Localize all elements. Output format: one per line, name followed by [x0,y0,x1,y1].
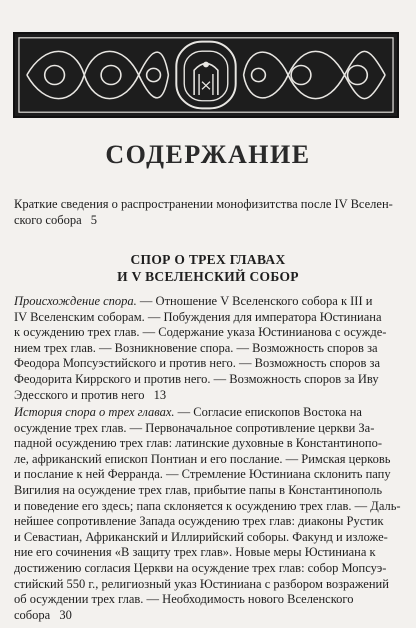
toc-entry-lastline [14,213,404,229]
entry-italic-lead: История спора о трех главах. [14,405,175,419]
toc-entry-line: осуждение трех глав. — Первоначальное сопротивление церкви За- [14,420,375,435]
toc-entry-lastline [14,388,404,404]
entry-italic-lead: Происхождение спора. [14,294,137,308]
toc-entry-line: Феодора Мопсуэстийского и против него. — Возможность споров за [14,356,381,371]
toc-entry-line: Краткие сведения о распространении монофизитства после IV Вселен- [14,197,393,211]
toc-entry-line: достижению согласия Церкви на осуждение трех глав: собор Мопсуэ- [14,560,387,575]
toc-entry-line: стийский 550 г., религиозный указ Юстиниана с разбором возражений [14,576,389,591]
central-medallion-icon [176,42,235,109]
toc-entry-line: ние его сочинения «В защиту трех глав». Новые меры Юстиниана к [14,545,376,560]
section-heading-line: И V ВСЕЛЕНСКИЙ СОБОР [117,269,299,284]
ornamental-header-banner [13,32,399,118]
toc-entry-line: падной осуждению трех глав: латинские духовные в Константинопо- [14,436,383,451]
toc-entry-line: и поведение его здесь; папа склоняется к осуждению трех глав. — Даль- [14,498,401,513]
toc-entry-line: ле, африканский епископ Понтиан и его послание. — Римская церковь [14,451,391,466]
toc-entry-text: Эдесского и против него [14,387,145,402]
page-number: 5 [90,212,98,227]
page-number: 30 [59,607,72,622]
toc-entry-origin-of-dispute[interactable] [14,294,404,403]
toc-entry-text: ского собора [14,212,82,227]
toc-entry-line [14,405,404,421]
toc-entry-line: и Севастиан, Африканский и Иллирийский соборы. Факунд и изложе- [14,529,388,544]
toc-entry-history-of-dispute[interactable] [14,405,404,623]
toc-entry-lastline [14,608,404,624]
toc-entry-line: об осуждении трех глав. — Необходимость нового Вселенского [14,592,354,607]
ornament-pattern [15,34,397,116]
toc-entry-line: к осуждению трех глав. — Содержание указа Юстинианова с осужде- [14,325,387,340]
section-heading-line: СПОР О ТРЕХ ГЛАВАХ [130,252,286,267]
toc-entry-line: Вигилия на осуждение трех глав, прибытие папы в Константинополь [14,482,383,497]
section-heading [0,251,416,285]
toc-entry-intro[interactable] [14,197,404,228]
toc-entry-line: IV Вселенским соборам. — Побуждения для императора Юстиниана [14,309,382,324]
entry-text: — Отношение V Вселенского собора к III и [136,294,373,308]
toc-entry-line: и послание к ней Ферранда. — Стремление Юстиниана склонить папу [14,467,391,482]
entry-text: — Согласие епископов Востока на [174,405,362,419]
toc-entry-line: нейшее сопротивление Запада осуждению трех глав: диаконы Рустик [14,514,384,529]
toc-entry-line [14,294,404,310]
page-number: 13 [153,387,167,402]
toc-entry-text: собора [14,607,51,622]
toc-entry-line: Феодорита Киррского и против него. — Возможность споров за Иву [14,371,379,386]
toc-entry-line: нием трех глав. — Возникновение спора. — Возможность споров за [14,340,378,355]
page-title: СОДЕРЖАНИЕ [105,140,311,169]
